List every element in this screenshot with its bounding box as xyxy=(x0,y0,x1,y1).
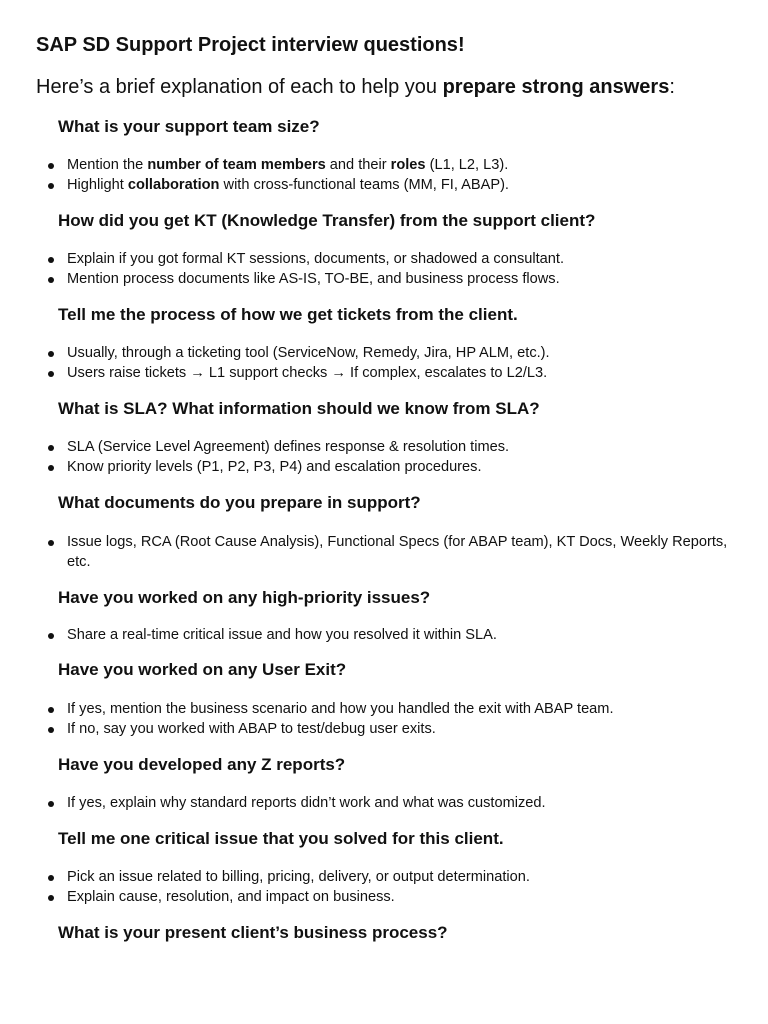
bullet-list xyxy=(0,343,737,383)
title-main: SAP SD Support Project interview questions xyxy=(36,34,458,56)
bullet-item: If yes, mention the business scenario and how you handled the exit with ABAP team. xyxy=(0,699,737,719)
bullet-list xyxy=(0,793,737,813)
section-question: Tell me the process of how we get tickets from the client. xyxy=(58,305,518,324)
bullet-item: Users raise tickets → L1 support checks → If complex, escalates to L2/L3. xyxy=(0,363,737,383)
bullet-emphasis: collaboration xyxy=(127,177,220,193)
intro-suffix: : xyxy=(669,76,675,98)
bullet-emphasis: roles xyxy=(390,157,426,173)
bullet-item: Explain if you got formal KT sessions, documents, or shadowed a consultant. xyxy=(0,249,737,269)
bullet-text: Mention the xyxy=(67,157,148,173)
section-question: Have you worked on any high-priority issues? xyxy=(58,588,431,607)
section-question: Have you worked on any User Exit? xyxy=(58,660,347,679)
bullet-list xyxy=(0,155,737,195)
bullet-text: Highlight xyxy=(67,177,128,193)
section-question: What is SLA? What information should we know from SLA? xyxy=(58,399,540,418)
section-question: How did you get KT (Knowledge Transfer) from the support client? xyxy=(58,211,596,230)
bullet-item: If yes, explain why standard reports didn’t work and what was customized. xyxy=(0,793,737,813)
section-business-process xyxy=(0,923,768,943)
bullet-list xyxy=(0,249,737,289)
bullet-item: SLA (Service Level Agreement) defines response & resolution times. xyxy=(0,437,737,457)
section-user-exit xyxy=(0,660,768,737)
bullet-list xyxy=(0,867,737,907)
title-tail: ! xyxy=(457,34,465,56)
section-ticket-process xyxy=(0,305,768,381)
bullet-list xyxy=(0,532,737,572)
section-knowledge-transfer xyxy=(0,211,768,287)
bullet-item: Usually, through a ticketing tool (ServiceNow, Remedy, Jira, HP ALM, etc.). xyxy=(0,343,737,363)
bullet-item: Share a real-time critical issue and how you resolved it within SLA. xyxy=(0,625,737,645)
bullet-list xyxy=(0,437,737,477)
section-sla xyxy=(0,399,768,475)
section-high-priority xyxy=(0,588,768,643)
section-z-reports xyxy=(0,755,768,811)
bullet-item: Issue logs, RCA (Root Cause Analysis), Functional Specs (for ABAP team), KT Docs, Weekly Reports, etc. xyxy=(0,532,737,572)
section-question: What documents do you prepare in support? xyxy=(58,493,421,512)
section-question: What is your present client’s business process? xyxy=(58,923,448,942)
bullet-list xyxy=(0,699,737,739)
section-documents xyxy=(0,493,768,570)
bullet-item: Know priority levels (P1, P2, P3, P4) and escalation procedures. xyxy=(0,457,737,477)
page-title xyxy=(36,34,465,57)
intro-emphasis: prepare strong answers xyxy=(442,76,670,98)
section-team-size xyxy=(0,117,768,193)
bullet-item: Explain cause, resolution, and impact on business. xyxy=(0,887,737,907)
bullet-text: (L1, L2, L3). xyxy=(425,157,509,173)
section-question: What is your support team size? xyxy=(58,117,320,136)
bullet-item xyxy=(0,155,737,175)
section-critical-issue xyxy=(0,829,768,905)
bullet-item: Pick an issue related to billing, pricing, delivery, or output determination. xyxy=(0,867,737,887)
section-question: Have you developed any Z reports? xyxy=(58,755,346,774)
bullet-item: Mention process documents like AS-IS, TO-BE, and business process flows. xyxy=(0,269,737,289)
intro-prefix: Here’s a brief explanation of each to help you xyxy=(36,76,443,98)
section-question: Tell me one critical issue that you solved for this client. xyxy=(58,829,504,848)
bullet-item: If no, say you worked with ABAP to test/debug user exits. xyxy=(0,719,737,739)
intro-line xyxy=(36,76,675,99)
bullet-text: with cross-functional teams (MM, FI, ABAP). xyxy=(219,177,509,193)
bullet-list xyxy=(0,625,737,645)
bullet-emphasis: number of team members xyxy=(147,157,326,173)
bullet-item xyxy=(0,175,737,195)
bullet-text: and their xyxy=(325,157,391,173)
